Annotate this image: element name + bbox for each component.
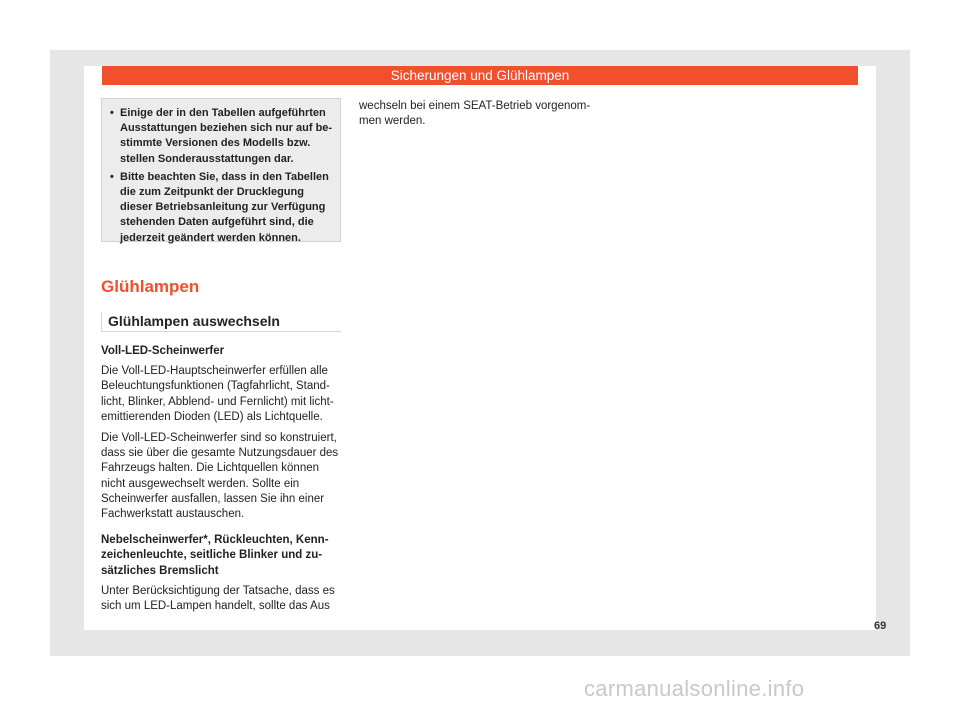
paragraph: Die Voll-LED-Hauptscheinwerfer erfüllen alle Beleuchtungsfunktionen (Tagfahrlicht, Standlicht, Blinker, Abblend- und Fernlicht) mit lichtemittierenden Dioden (LED) als Lichtquelle. [101, 365, 334, 423]
page-number: 69 [874, 620, 887, 632]
section-title: Glühlampen [101, 277, 200, 296]
subsection-title: Glühlampen auswechseln [101, 312, 341, 332]
paragraph: Unter Berücksichtigung der Tatsache, dass es sich um LED-Lampen handelt, sollte das Aus [101, 584, 335, 613]
left-column [101, 344, 344, 620]
paragraph: wechseln bei einem SEAT-Betrieb vorgenommen werden. [359, 100, 591, 128]
heading-fog-lights: Nebelscheinwerfer*, Rückleuchten, Kennzeichenleuchte, seitliche Blinker und zusätzliches Bremslicht [101, 534, 329, 577]
note-item [110, 170, 334, 246]
heading-led-headlights: Voll-LED-Scheinwerfer [101, 345, 225, 357]
chapter-header: Sicherungen und Glühlampen [102, 66, 858, 85]
bullet-icon: • [110, 107, 114, 119]
note-item [110, 106, 334, 167]
note-item-text: Einige der in den Tabellen aufgeführten Ausstattungen beziehen sich nur auf bestimmte Versionen des Modells bzw. stellen Sonderausstattungen dar. [120, 107, 333, 165]
right-column [359, 99, 604, 129]
bullet-icon: • [110, 170, 114, 183]
watermark-link[interactable]: carmanualsonline.info [584, 676, 805, 701]
note-box [101, 98, 341, 242]
paragraph: Die Voll-LED-Scheinwerfer sind so konstruiert, dass sie über die gesamte Nutzungsdauer des Fahrzeugs halten. Die Lichtquellen können nicht ausgewechselt werden. Sollte ein Scheinwerfer ausfallen, lassen Sie ihn einer Fachwerkstatt austauschen. [101, 432, 339, 521]
note-item-text: Bitte beachten Sie, dass in den Tabellen die zum Zeitpunkt der Drucklegung dieser Betriebsanleitung zur Verfügung stehenden Daten aufgeführt sind, die jederzeit geändert werden können. [120, 170, 329, 244]
